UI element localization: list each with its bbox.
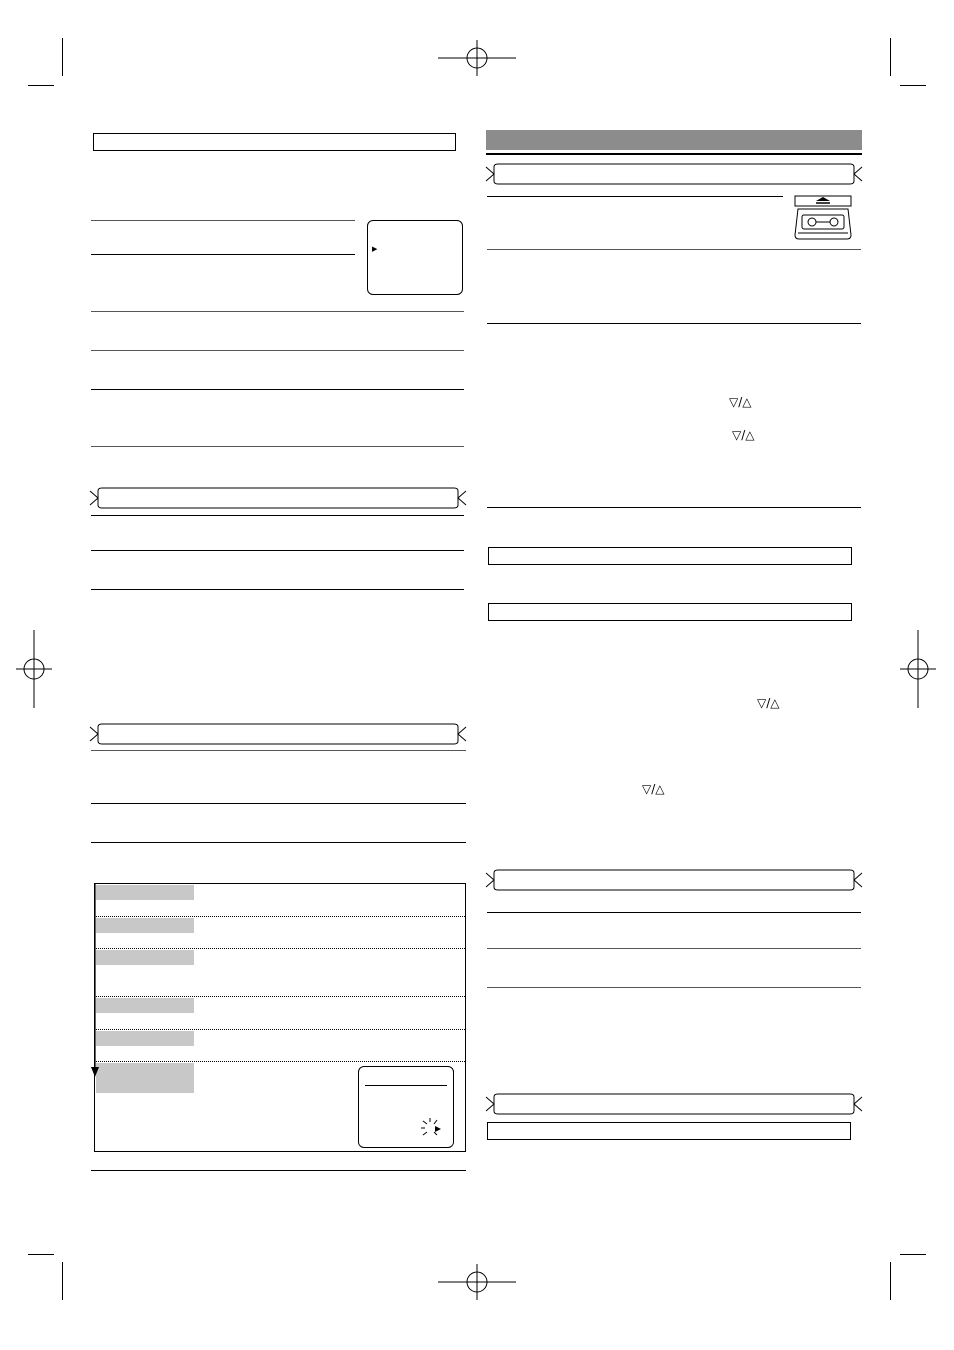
right-rule-4 <box>487 507 861 508</box>
left-rule-3 <box>91 311 464 312</box>
right-rule-1 <box>487 196 783 197</box>
right-rule-7 <box>487 987 861 988</box>
left-rule-5 <box>91 389 464 390</box>
right-section-banner-1 <box>484 164 864 184</box>
down-up-arrows-icon-1: ▽/△ <box>729 395 752 409</box>
step-divider-1 <box>96 916 465 917</box>
crop-mark-tl-v <box>62 38 63 76</box>
crop-mark-tl-h <box>28 85 54 86</box>
left-rule-8 <box>91 550 464 551</box>
step-tab-1 <box>96 885 194 900</box>
step-divider-3 <box>96 996 465 997</box>
step-tab-3 <box>96 950 194 965</box>
registration-mark-top <box>438 40 516 76</box>
registration-mark-left <box>16 630 52 708</box>
left-rule-12 <box>91 842 466 843</box>
left-rule-11 <box>91 803 466 804</box>
right-note-box-1 <box>488 547 852 565</box>
crop-mark-tr-v <box>890 38 891 76</box>
step-tab-4 <box>96 998 194 1013</box>
right-section-banner-2 <box>484 870 864 890</box>
crop-mark-bl-h <box>28 1254 54 1255</box>
right-note-box-3 <box>487 1122 851 1140</box>
down-up-arrows-icon-3: ▽/△ <box>757 696 780 710</box>
flow-down-arrow-icon <box>91 883 99 1077</box>
left-section-banner-2 <box>88 724 468 744</box>
registration-mark-bottom <box>438 1264 516 1300</box>
left-rule-9 <box>91 589 464 590</box>
registration-mark-right <box>900 630 936 708</box>
right-rule-3 <box>487 323 861 324</box>
step-divider-5 <box>96 1061 465 1062</box>
step-tab-5 <box>96 1031 194 1046</box>
right-header-underline <box>486 153 862 155</box>
down-up-arrows-icon-4: ▽/△ <box>642 782 665 796</box>
left-rule-10 <box>91 750 466 751</box>
left-rule-4 <box>91 350 464 351</box>
left-rule-13 <box>91 1170 466 1171</box>
right-section-banner-3 <box>484 1094 864 1114</box>
left-rule-7 <box>91 515 464 516</box>
step-divider-2 <box>96 948 465 949</box>
crop-mark-bl-v <box>62 1262 63 1300</box>
right-header-bar <box>486 130 862 150</box>
cassette-tape-icon <box>792 195 854 241</box>
pointer-icon: ▶ <box>372 245 378 253</box>
tv-screen-timer-rule <box>365 1085 447 1086</box>
left-rule-6 <box>91 446 464 447</box>
tv-screen-menu <box>367 220 463 295</box>
right-note-box-2 <box>488 603 852 621</box>
steps-flow-box <box>94 883 466 1152</box>
left-rule-1 <box>91 220 355 221</box>
left-title-box <box>93 133 456 151</box>
left-rule-2 <box>91 254 355 255</box>
step-tab-2 <box>96 918 194 933</box>
crop-mark-tr-h <box>900 85 926 86</box>
left-section-banner-1 <box>88 488 468 508</box>
crop-mark-br-v <box>890 1262 891 1300</box>
tv-screen-timer <box>358 1066 454 1148</box>
right-rule-2 <box>487 249 861 250</box>
crop-mark-br-h <box>900 1254 926 1255</box>
blinking-cursor-icon <box>419 1117 445 1137</box>
right-rule-5 <box>487 912 861 913</box>
step-tab-6 <box>96 1063 194 1093</box>
right-rule-6 <box>487 948 861 949</box>
step-divider-4 <box>96 1029 465 1030</box>
down-up-arrows-icon-2: ▽/△ <box>732 428 755 442</box>
